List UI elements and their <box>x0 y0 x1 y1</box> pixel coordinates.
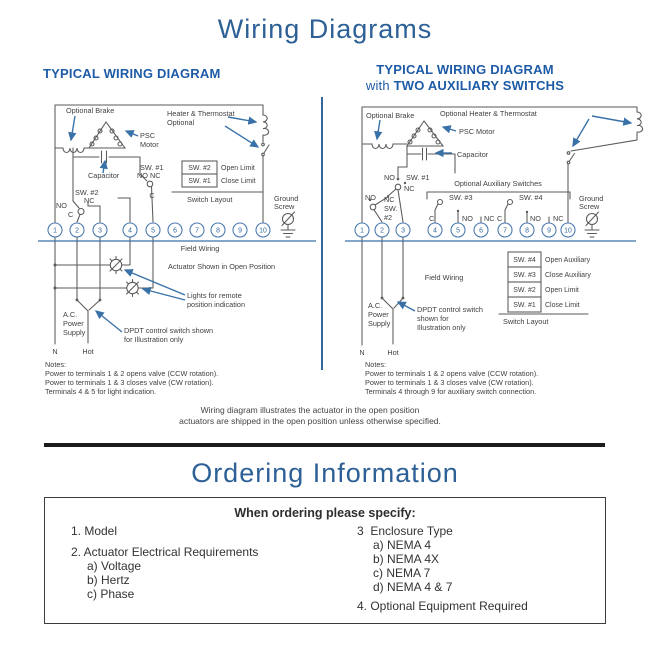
ordering-item: 1. Model <box>71 524 118 538</box>
terminal-2 <box>70 223 84 237</box>
ordering-subitem: d) NEMA 4 & 7 <box>373 580 453 594</box>
left-wiring-diagram <box>30 95 322 405</box>
svg-text:Power to terminals 1 & 2 opens: Power to terminals 1 & 2 opens valve (CCW rotation). <box>365 369 539 378</box>
svg-text:Close Limit: Close Limit <box>221 178 256 185</box>
left-diagram-heading: TYPICAL WIRING DIAGRAM <box>43 66 221 81</box>
lights-label: Lights for remote <box>187 291 242 300</box>
right-heading-line1: TYPICAL WIRING DIAGRAM <box>376 62 554 77</box>
switch-layout-caption: Switch Layout <box>503 317 549 326</box>
svg-text:Power: Power <box>368 310 389 319</box>
svg-text:Close Limit: Close Limit <box>545 302 580 309</box>
terminal-7 <box>498 223 512 237</box>
svg-text:NO: NO <box>56 201 67 210</box>
svg-text:2: 2 <box>380 227 384 235</box>
svg-text:5: 5 <box>456 227 460 235</box>
ground-screw-icon <box>585 212 599 237</box>
svg-text:7: 7 <box>503 227 507 235</box>
svg-text:Terminals 4 through 9 for auxi: Terminals 4 through 9 for auxiliary switch connection. <box>365 387 537 396</box>
svg-text:Terminals 4 & 5 for light indi: Terminals 4 & 5 for light indication. <box>45 387 157 396</box>
psc-motor-label: PSC <box>140 131 156 140</box>
svg-text:8: 8 <box>216 227 220 235</box>
lamp-closed-icon <box>124 280 141 297</box>
svg-text:SW. #4: SW. #4 <box>513 257 536 264</box>
page-title: Wiring Diagrams <box>217 14 433 44</box>
svg-text:NC: NC <box>484 214 495 223</box>
sw1-label: SW. #1 <box>140 163 164 172</box>
terminal-9 <box>542 223 556 237</box>
svg-text:Screw: Screw <box>274 202 295 211</box>
left-terminals <box>48 223 270 237</box>
svg-text:7: 7 <box>195 227 199 235</box>
right-notes <box>365 360 538 396</box>
svg-text:Notes:: Notes: <box>45 360 67 369</box>
svg-text:C: C <box>68 210 74 219</box>
svg-text:Open Limit: Open Limit <box>545 287 579 294</box>
sw2-label: SW. <box>384 204 398 213</box>
hot-label: Hot <box>387 348 399 357</box>
dpdt-label: DPDT control switch <box>417 305 483 314</box>
svg-text:3: 3 <box>401 227 405 235</box>
svg-text:NC: NC <box>84 196 95 205</box>
terminal-8 <box>520 223 534 237</box>
ordering-box <box>44 497 606 624</box>
sw3-label: SW. #3 <box>449 193 473 202</box>
terminal-8 <box>211 223 225 237</box>
svg-text:NO: NO <box>365 193 376 202</box>
terminal-5 <box>146 223 160 237</box>
capacitor-symbol <box>102 151 107 163</box>
sw2-label: SW. #2 <box>75 188 99 197</box>
capacitor-symbol <box>423 148 427 160</box>
svg-text:NC: NC <box>404 184 415 193</box>
right-heading-line2: with TWO AUXILIARY SWITCHS <box>365 78 565 93</box>
svg-text:5: 5 <box>151 227 155 235</box>
svg-text:1: 1 <box>360 227 364 235</box>
ordering-column-right <box>357 525 528 613</box>
neutral-label: N <box>359 348 365 357</box>
optional-heater-label: Optional Heater & Thermostat <box>440 109 537 118</box>
svg-text:SW. #2: SW. #2 <box>513 287 536 294</box>
terminal-9 <box>233 223 247 237</box>
svg-text:3: 3 <box>98 227 102 235</box>
heater-coil-symbol <box>263 105 269 142</box>
diagram-caption: Wiring diagram illustrates the actuator in the open position actuators are shipped in the open position unless otherwise specified. <box>179 405 441 426</box>
sw4-label: SW. #4 <box>519 193 543 202</box>
actuator-note: Actuator Shown in Open Position <box>168 262 276 271</box>
svg-text:C: C <box>497 214 503 223</box>
dpdt-label: DPDT control switch shown <box>124 326 214 335</box>
thermostat-symbol <box>567 152 574 223</box>
svg-text:C: C <box>149 191 155 200</box>
terminal-10 <box>561 223 575 237</box>
svg-text:Optional: Optional <box>167 118 195 127</box>
svg-text:10: 10 <box>564 227 572 235</box>
sw3-symbol <box>435 200 481 224</box>
svg-text:6: 6 <box>479 227 483 235</box>
ordering-subitem: b) Hertz <box>87 573 130 587</box>
section-divider-rule <box>44 443 605 447</box>
capacitor-label: Capacitor <box>457 150 489 159</box>
svg-text:2: 2 <box>75 227 79 235</box>
svg-text:Illustration only: Illustration only <box>417 323 466 332</box>
svg-text:NO: NO <box>530 214 541 223</box>
svg-text:NC: NC <box>553 214 564 223</box>
terminal-1 <box>355 223 369 237</box>
svg-text:shown for: shown for <box>417 314 449 323</box>
ordering-item: 4. Optional Equipment Required <box>357 599 528 613</box>
ac-supply-label: A.C. <box>368 301 383 310</box>
ground-screw-label: Ground <box>274 194 299 203</box>
svg-text:Power to terminals 1 & 3 close: Power to terminals 1 & 3 closes valve (CW rotation). <box>365 378 534 387</box>
lamp-open-icon <box>108 257 125 274</box>
svg-text:C: C <box>429 214 435 223</box>
svg-text:Close Auxiliary: Close Auxiliary <box>545 272 591 279</box>
psc-motor-label: PSC Motor <box>459 127 495 136</box>
svg-text:6: 6 <box>173 227 177 235</box>
svg-text:NC: NC <box>384 195 395 204</box>
svg-text:4: 4 <box>128 227 132 235</box>
svg-text:SW. #2: SW. #2 <box>188 165 211 172</box>
terminal-4 <box>428 223 442 237</box>
terminal-4 <box>123 223 137 237</box>
terminal-3 <box>396 223 410 237</box>
ordering-item: 3 Enclosure Type <box>357 524 453 538</box>
sw4-symbol <box>505 200 549 224</box>
sw2-symbol <box>73 198 130 222</box>
terminal-10 <box>256 223 270 237</box>
terminal-6 <box>168 223 182 237</box>
ordering-subitem: b) NEMA 4X <box>373 552 440 566</box>
optional-brake-label: Optional Brake <box>66 106 115 115</box>
svg-text:1: 1 <box>53 227 57 235</box>
hot-label: Hot <box>82 347 94 356</box>
svg-text:Notes:: Notes: <box>365 360 387 369</box>
aux-switches-label: Optional Auxiliary Switches <box>454 179 542 188</box>
terminal-6 <box>474 223 488 237</box>
sw1-label: SW. #1 <box>406 173 430 182</box>
switch-layout-caption: Switch Layout <box>187 195 233 204</box>
thermostat-symbol <box>262 143 269 223</box>
right-wiring-diagram <box>340 95 640 405</box>
left-notes <box>45 360 218 396</box>
svg-text:4: 4 <box>433 227 437 235</box>
ordering-section-title: Ordering Information <box>191 458 459 488</box>
svg-text:Power: Power <box>63 319 84 328</box>
svg-text:for Illustration only: for Illustration only <box>124 335 184 344</box>
svg-text:Supply: Supply <box>368 319 391 328</box>
svg-text:8: 8 <box>525 227 529 235</box>
svg-text:9: 9 <box>547 227 551 235</box>
svg-text:#2: #2 <box>384 213 393 222</box>
right-switch-layout-table <box>499 252 591 326</box>
svg-text:Power to terminals 1 & 2 opens: Power to terminals 1 & 2 opens valve (CCW rotation). <box>45 369 219 378</box>
ac-supply-label: A.C. <box>63 310 78 319</box>
capacitor-label: Capacitor <box>88 171 120 180</box>
svg-text:Supply: Supply <box>63 328 86 337</box>
heater-coil-symbol <box>637 107 643 140</box>
ordering-subitem: c) Phase <box>87 587 135 601</box>
terminal-7 <box>190 223 204 237</box>
svg-text:9: 9 <box>238 227 242 235</box>
brake-coil-symbol <box>372 144 393 149</box>
svg-text:SW. #1: SW. #1 <box>188 178 211 185</box>
right-diagram-heading <box>350 62 580 94</box>
svg-text:SW. #3: SW. #3 <box>513 272 536 279</box>
optional-brake-label: Optional Brake <box>366 111 415 120</box>
heater-label: Heater & Thermostat <box>167 109 235 118</box>
svg-text:Motor: Motor <box>140 140 159 149</box>
svg-text:Screw: Screw <box>579 202 600 211</box>
ground-screw-label: Ground <box>579 194 604 203</box>
ordering-column-left <box>71 525 258 601</box>
field-wiring-label: Field Wiring <box>424 273 464 282</box>
field-wiring-label: Field Wiring <box>180 244 220 253</box>
svg-text:Open Limit: Open Limit <box>221 165 255 172</box>
svg-text:10: 10 <box>259 227 267 235</box>
svg-text:NO NC: NO NC <box>137 171 161 180</box>
ground-screw-icon <box>281 212 295 237</box>
terminal-5 <box>451 223 465 237</box>
ordering-subitem: a) NEMA 4 <box>373 538 432 552</box>
svg-text:NO: NO <box>462 214 473 223</box>
ordering-item: 2. Actuator Electrical Requirements <box>71 545 259 559</box>
ordering-box-heading: When ordering please specify: <box>234 506 416 520</box>
ordering-subitem: c) NEMA 7 <box>373 566 431 580</box>
svg-text:SW. #1: SW. #1 <box>513 302 536 309</box>
svg-text:Power to terminals 1 & 3 close: Power to terminals 1 & 3 closes valve (CW rotation). <box>45 378 214 387</box>
terminal-3 <box>93 223 107 237</box>
neutral-label: N <box>52 347 58 356</box>
svg-text:position indication: position indication <box>187 300 246 309</box>
right-terminals <box>355 223 575 237</box>
terminal-2 <box>375 223 389 237</box>
svg-text:Open Auxiliary: Open Auxiliary <box>545 257 591 264</box>
svg-text:NO: NO <box>384 173 395 182</box>
left-switch-layout-table <box>172 161 263 204</box>
terminal-1 <box>48 223 62 237</box>
ordering-subitem: a) Voltage <box>87 559 142 573</box>
